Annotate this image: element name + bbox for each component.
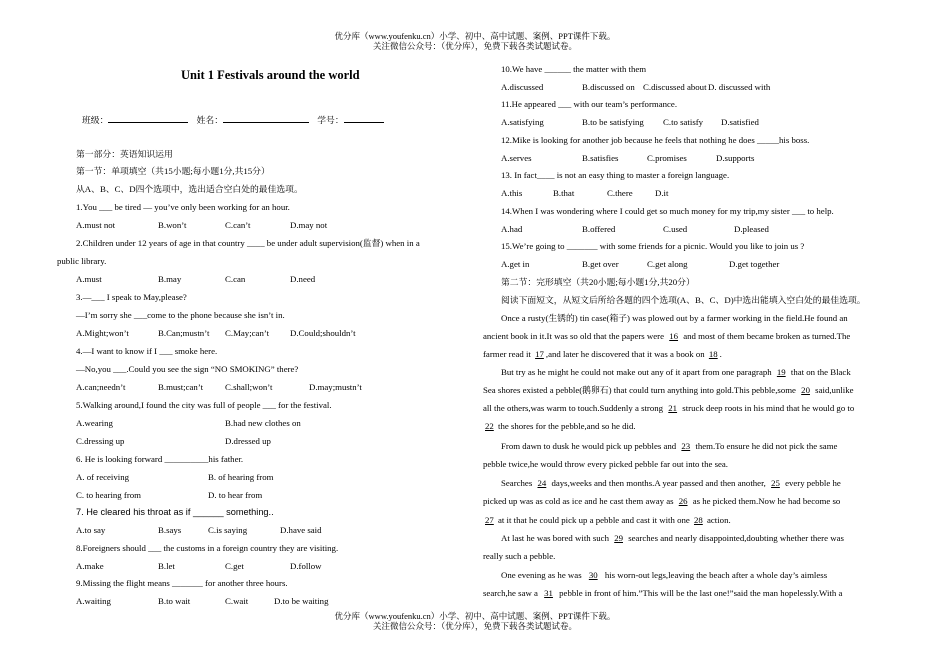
cloze-blank[interactable]: 16 <box>669 331 679 341</box>
option: A.this <box>501 188 523 198</box>
cloze-blank[interactable]: 24 <box>537 478 547 488</box>
option: B.says <box>158 525 182 535</box>
option: A.wearing <box>76 418 113 428</box>
cloze-blank[interactable]: 17 <box>535 349 544 359</box>
option: D.to be waiting <box>274 596 329 606</box>
option: A.satisfying <box>501 117 544 127</box>
cloze-blank[interactable]: 20 <box>801 385 810 395</box>
passage-line: 27 at it that he could pick up a pebble and cast it with one 28 action. <box>485 515 731 525</box>
name-label: 姓名： <box>196 115 224 125</box>
option: C.shall;won’t <box>225 382 273 392</box>
option: A.discussed <box>501 82 544 92</box>
question-text: 12.Mike is looking for another job because he feels that nothing he does _____his boss. <box>501 135 810 145</box>
option: C. to hearing from <box>76 490 141 500</box>
option: C.used <box>663 224 688 234</box>
option: D.have said <box>280 525 322 535</box>
section1-heading: 第一节：单项填空（共15小题;每小题1分,共15分） <box>76 166 270 176</box>
question-text: 14.When I was wondering where I could get so much money for my trip,my sister ___ to help. <box>501 206 834 216</box>
class-label: 班级： <box>82 115 109 125</box>
cloze-blank[interactable]: 23 <box>681 441 691 451</box>
option: B.to wait <box>158 596 191 606</box>
option: B.may <box>158 274 182 284</box>
option: D. to hear from <box>208 490 263 500</box>
student-info <box>82 113 384 126</box>
class-field[interactable] <box>108 113 188 123</box>
passage-line: pebble twice,he would throw every picked pebble far out into the sea. <box>483 459 729 469</box>
footer-line-2: 关注微信公众号：（优分库），免费下载各类试题试卷。 <box>372 621 577 631</box>
option: B.Can;mustn’t <box>158 328 210 338</box>
passage-line: farmer read it 17 ,and later he discovered that it was a book on 18 . <box>483 349 722 359</box>
option: D.satisfied <box>721 117 759 127</box>
option: B.satisfies <box>582 153 619 163</box>
passage-line: all the others,was warm to touch.Suddenly a strong 21 struck deep roots in his mind that he would go to <box>483 403 855 413</box>
option: C.wait <box>225 596 249 606</box>
cloze-blank[interactable]: 18 <box>708 349 718 359</box>
page-footer <box>0 611 950 631</box>
option: C.is saying <box>208 525 248 535</box>
cloze-blank[interactable]: 22 <box>485 421 494 431</box>
option: C.to satisfy <box>663 117 704 127</box>
question-text: —I’m sorry she ___come to the phone because she isn’t in. <box>76 310 285 320</box>
question-text: 15.We’re going to _______ with some friends for a picnic. Would you like to join us ? <box>501 241 805 251</box>
option: D.may not <box>290 220 328 230</box>
section2-heading: 第二节：完形填空（共20小题;每小题1分,共20分） <box>501 277 695 287</box>
option: D.dressed up <box>225 436 271 446</box>
option: C.discussed about <box>643 82 707 92</box>
option: A.waiting <box>76 596 111 606</box>
question-text: —No,you ___.Could you see the sign “NO SMOKING” there? <box>76 364 299 374</box>
cloze-blank[interactable]: 27 <box>485 515 494 525</box>
page-title: Unit 1 Festivals around the world <box>181 68 360 82</box>
option: D. discussed with <box>708 82 771 92</box>
cloze-blank[interactable]: 31 <box>544 588 553 598</box>
header-line-2: 关注微信公众号：（优分库），免费下载各类试题试卷。 <box>372 41 577 51</box>
option: B.had new clothes on <box>225 418 301 428</box>
option: B.must;can’t <box>158 382 204 392</box>
page-header <box>0 31 950 51</box>
cloze-blank[interactable]: 29 <box>614 533 623 543</box>
passage-line: picked up was as cold as ice and he cast them away as 26 as he picked them.Now he had become so <box>483 496 841 506</box>
option: B.let <box>158 561 175 571</box>
option: A.make <box>76 561 104 571</box>
section1-instruction: 从A、B、C、D四个选项中，选出适合空白处的最佳选项。 <box>76 184 303 194</box>
option: B.won’t <box>158 220 187 230</box>
option: A. of receiving <box>76 472 130 482</box>
cloze-blank[interactable]: 21 <box>668 403 678 413</box>
option: A.to say <box>76 525 106 535</box>
cloze-blank[interactable]: 30 <box>588 570 598 580</box>
question-text: 13. In fact____ is not an easy thing to master a foreign language. <box>501 170 730 180</box>
question-text: 11.He appeared ___ with our team’s performance. <box>501 99 678 109</box>
footer-line-1: 优分库（www.youfenku.cn）小学、初中、高中试题、案例、PPT课件下载。 <box>334 611 616 621</box>
passage-line: At last he was bored with such 29 searches and nearly disappointed,doubting whether there was <box>501 533 844 543</box>
option: A.can;needn’t <box>76 382 126 392</box>
option: D.get together <box>729 259 780 269</box>
option: C.get along <box>647 259 688 269</box>
passage-line: 22 the shores for the pebble,and so he did. <box>485 421 636 431</box>
question-text: 8.Foreigners should ___ the customs in a foreign country they are visiting. <box>76 543 339 553</box>
cloze-blank[interactable]: 26 <box>678 496 688 506</box>
option: B.that <box>553 188 575 198</box>
option: C.can’t <box>225 220 251 230</box>
cloze-blank[interactable]: 19 <box>776 367 786 377</box>
name-field[interactable] <box>223 113 309 123</box>
option: C.get <box>225 561 244 571</box>
option: B.discussed on <box>582 82 635 92</box>
question-text: public library. <box>57 256 107 266</box>
option: C.May;can’t <box>225 328 270 338</box>
passage-line: search,he saw a 31 pebble in front of him.”This will be the last one!”said the man hopelessly.With a <box>483 588 843 598</box>
passage-line: But try as he might he could not make out any of it apart from one paragraph 19 that on the Black <box>501 367 851 377</box>
question-text: 1.You ___ be tired — you’ve only been working for an hour. <box>76 202 290 212</box>
passage-line: ancient book in it.It was so old that the papers were 16 and most of them became broken as turned.The <box>483 331 851 341</box>
question-text: 6. He is looking forward __________his father. <box>76 454 244 464</box>
cloze-blank[interactable]: 28 <box>693 515 703 525</box>
option: A.Might;won’t <box>76 328 129 338</box>
question-text: 9.Missing the flight means _______ for another three hours. <box>76 578 288 588</box>
option: A.serves <box>501 153 532 163</box>
option: A.had <box>501 224 523 234</box>
option: D.pleased <box>734 224 769 234</box>
question-text: 4.—I want to know if I ___ smoke here. <box>76 346 218 356</box>
question-text: 5.Walking around,I found the city was full of people ___ for the festival. <box>76 400 332 410</box>
option: D.Could;shouldn’t <box>290 328 356 338</box>
id-field[interactable] <box>344 113 384 123</box>
option: A.must <box>76 274 102 284</box>
option: B. of hearing from <box>208 472 274 482</box>
option: C.dressing up <box>76 436 125 446</box>
question-text: 7. He cleared his throat as if ______ something.. <box>76 507 274 517</box>
cloze-blank[interactable]: 25 <box>771 478 780 488</box>
option: C.promises <box>647 153 687 163</box>
question-text: 10.We have ______ the matter with them <box>501 64 647 74</box>
option: A.get in <box>501 259 530 269</box>
option: D.follow <box>290 561 322 571</box>
passage-line: From dawn to dusk he would pick up pebbles and 23 them.To ensure he did not pick the same <box>501 441 838 451</box>
option: B.to be satisfying <box>582 117 644 127</box>
option: A.must not <box>76 220 116 230</box>
question-text: 2.Children under 12 years of age in that country ____ be under adult supervision(监督) when in a <box>76 238 420 248</box>
part1-heading: 第一部分：英语知识运用 <box>76 149 173 159</box>
header-line-1: 优分库（www.youfenku.cn）小学、初中、高中试题、案例、PPT课件下载。 <box>334 31 616 41</box>
option: C.there <box>607 188 633 198</box>
option: D.need <box>290 274 316 284</box>
passage-line: One evening as he was 30 his worn-out legs,leaving the beach after a whole day’s aimless <box>501 570 828 580</box>
passage-line: Once a rusty(生锈的) tin case(箱子) was plowed out by a farmer working in the field.He found an <box>501 313 848 323</box>
option: B.offered <box>582 224 616 234</box>
option: D.it <box>655 188 669 198</box>
option: C.can <box>225 274 246 284</box>
option: D.may;mustn’t <box>309 382 362 392</box>
section2-instruction: 阅读下面短文，从短文后所给各题的四个选项(A、B、C、D)中选出能填入空白处的最佳选项。 <box>501 295 866 305</box>
passage-line: really such a pebble. <box>483 551 556 561</box>
option: D.supports <box>716 153 755 163</box>
question-text: 3.—___ I speak to May,please? <box>76 292 187 302</box>
passage-line: Sea shores existed a pebble(鹅卵石) that could turn anything into gold.This pebble,some 20 said,unlike <box>483 385 854 395</box>
id-label: 学号： <box>317 115 344 125</box>
option: B.get over <box>582 259 619 269</box>
passage-line: Searches 24 days,weeks and then months.A year passed and then another, 25 every pebble he <box>501 478 841 488</box>
